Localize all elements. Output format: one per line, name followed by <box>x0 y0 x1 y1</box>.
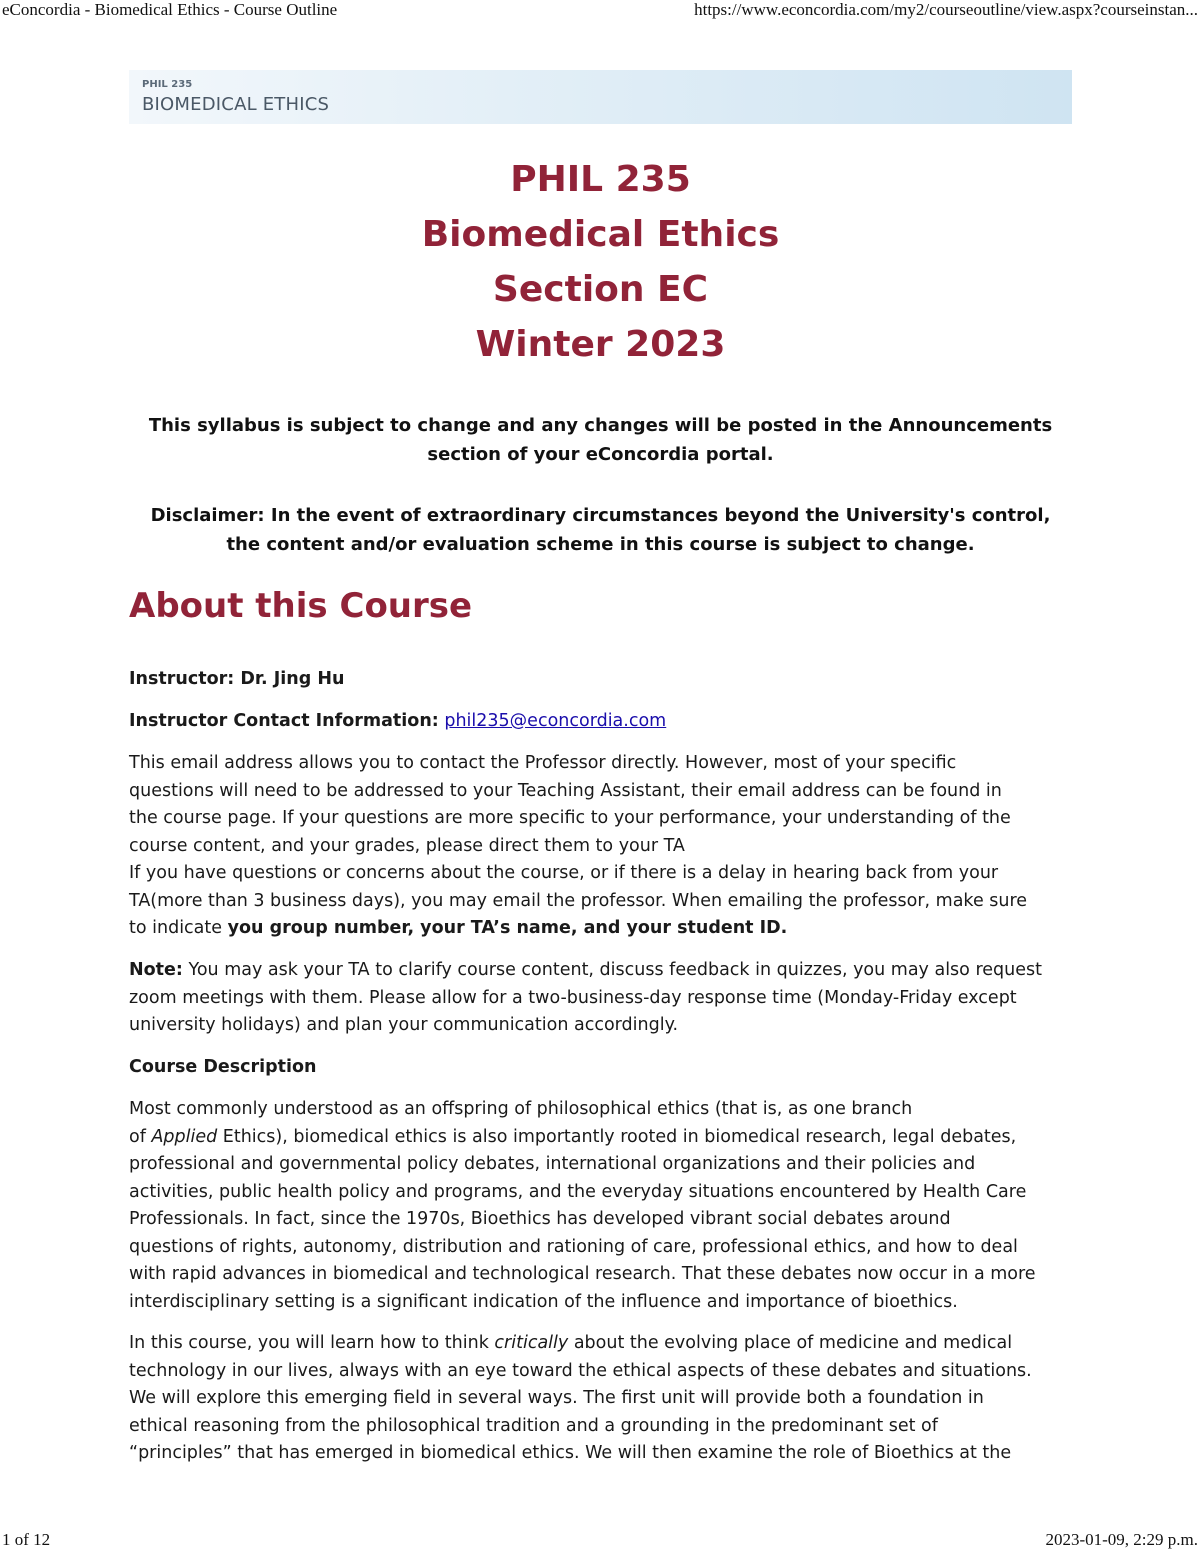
paragraph-line: ethical reasoning from the philosophical tradition and a grounding in the predominant set of <box>129 1415 938 1436</box>
text-run: about the evolving place of medicine and medical <box>568 1333 1013 1353</box>
text-run: You may ask your TA to clarify course content, discuss feedback in quizzes, you may also request <box>182 960 1042 980</box>
instructor-name: Instructor: Dr. Jing Hu <box>129 669 345 689</box>
paragraph-line <box>129 915 1074 943</box>
disclaimer-notice <box>129 501 1072 559</box>
banner-course-code: PHIL 235 <box>142 79 193 90</box>
about-heading: About this Course <box>129 586 473 626</box>
emphasis-run: critically <box>494 1333 569 1353</box>
contact-line <box>129 708 1074 736</box>
syllabus-notice-line: This syllabus is subject to change and any changes will be posted in the Announcements <box>148 415 1053 436</box>
paragraph-line: zoom meetings with them. Please allow for a two-business-day response time (Monday-Friday except <box>129 987 1017 1008</box>
course-title-block <box>129 152 1072 372</box>
paragraph-line <box>129 1330 1074 1358</box>
disclaimer-line: the content and/or evaluation scheme in this course is subject to change. <box>226 534 975 555</box>
paragraph-line: questions will need to be addressed to your Teaching Assistant, their email address can be found in <box>129 780 1002 801</box>
paragraph-line <box>129 1124 1074 1152</box>
text-run: Ethics), biomedical ethics is also importantly rooted in biomedical research, legal debates, <box>217 1126 1017 1147</box>
paragraph-line: If you have questions or concerns about the course, or if there is a delay in hearing back from your <box>129 863 999 883</box>
print-timestamp: 2023-01-09, 2:29 p.m. <box>1045 1530 1198 1549</box>
print-url: https://www.econcordia.com/my2/courseoutline/view.aspx?courseinstan... <box>694 0 1198 19</box>
paragraph-line: technology in our lives, always with an eye toward the ethical aspects of these debates and situations. <box>129 1360 1032 1381</box>
title-course-name: Biomedical Ethics <box>421 214 780 255</box>
paragraph-line: “principles” that has emerged in biomedical ethics. We will then examine the role of Bioethics at the <box>129 1443 1012 1463</box>
page-count: 1 of 12 <box>2 1530 51 1549</box>
bold-run: you group number, your TA’s name, and your student ID. <box>227 918 788 938</box>
description-paragraph-1 <box>129 1096 1074 1316</box>
paragraph-line <box>129 957 1074 985</box>
syllabus-notice <box>129 411 1072 469</box>
paragraph-line: the course page. If your questions are more specific to your performance, your understanding of the <box>129 808 1011 828</box>
print-header <box>0 0 1200 22</box>
title-term: Winter 2023 <box>475 324 726 365</box>
paragraph-line: professional and governmental policy debates, international organizations and their policies and <box>129 1154 976 1174</box>
contact-paragraph <box>129 750 1074 943</box>
paragraph-line: This email address allows you to contact the Professor directly. However, most of your specific <box>129 753 957 773</box>
text-run: In this course, you will learn how to think <box>129 1333 495 1353</box>
paragraph-line: university holidays) and plan your communication accordingly. <box>129 1015 679 1035</box>
title-course-code: PHIL 235 <box>510 159 691 200</box>
course-description-heading-row <box>129 1054 1074 1082</box>
syllabus-notice-line: section of your eConcordia portal. <box>427 444 774 465</box>
paragraph-line: course content, and your grades, please direct them to your TA <box>129 835 685 856</box>
instructor-email-link[interactable]: phil235@econcordia.com <box>444 711 667 731</box>
paragraph-line: interdisciplinary setting is a significant indication of the influence and importance of bioethics. <box>129 1291 958 1312</box>
description-paragraph-2 <box>129 1330 1074 1468</box>
instructor-line <box>129 666 1074 694</box>
course-banner <box>129 70 1072 124</box>
note-paragraph <box>129 957 1074 1040</box>
disclaimer-line: Disclaimer: In the event of extraordinary circumstances beyond the University's control, <box>150 505 1051 526</box>
text-run: to indicate <box>129 918 228 938</box>
paragraph-line: with rapid advances in biomedical and technological research. That these debates now occur in a more <box>129 1264 1036 1284</box>
paragraph-line: Most commonly understood as an offspring of philosophical ethics (that is, as one branch <box>129 1099 913 1119</box>
banner-course-name: BIOMEDICAL ETHICS <box>142 94 330 115</box>
paragraph-line: activities, public health policy and programs, and the everyday situations encountered by Health Care <box>129 1181 1027 1202</box>
paragraph-line: questions of rights, autonomy, distribution and rationing of care, professional ethics, and how to deal <box>129 1236 1018 1257</box>
title-section: Section EC <box>492 269 709 310</box>
contact-label: Instructor Contact Information: <box>129 711 439 731</box>
paragraph-line: TA(more than 3 business days), you may email the professor. When emailing the professor, make sure <box>129 890 1028 911</box>
text-run: of <box>129 1126 152 1147</box>
note-label: Note: <box>129 960 183 980</box>
print-footer <box>0 1530 1200 1552</box>
emphasis-run: Applied <box>151 1126 218 1147</box>
print-page-title: eConcordia - Biomedical Ethics - Course Outline <box>2 0 338 19</box>
paragraph-line: We will explore this emerging field in several ways. The first unit will provide both a foundation in <box>129 1388 984 1408</box>
course-description-heading: Course Description <box>129 1057 317 1077</box>
paragraph-line: Professionals. In fact, since the 1970s, Bioethics has developed vibrant social debates around <box>129 1209 951 1229</box>
